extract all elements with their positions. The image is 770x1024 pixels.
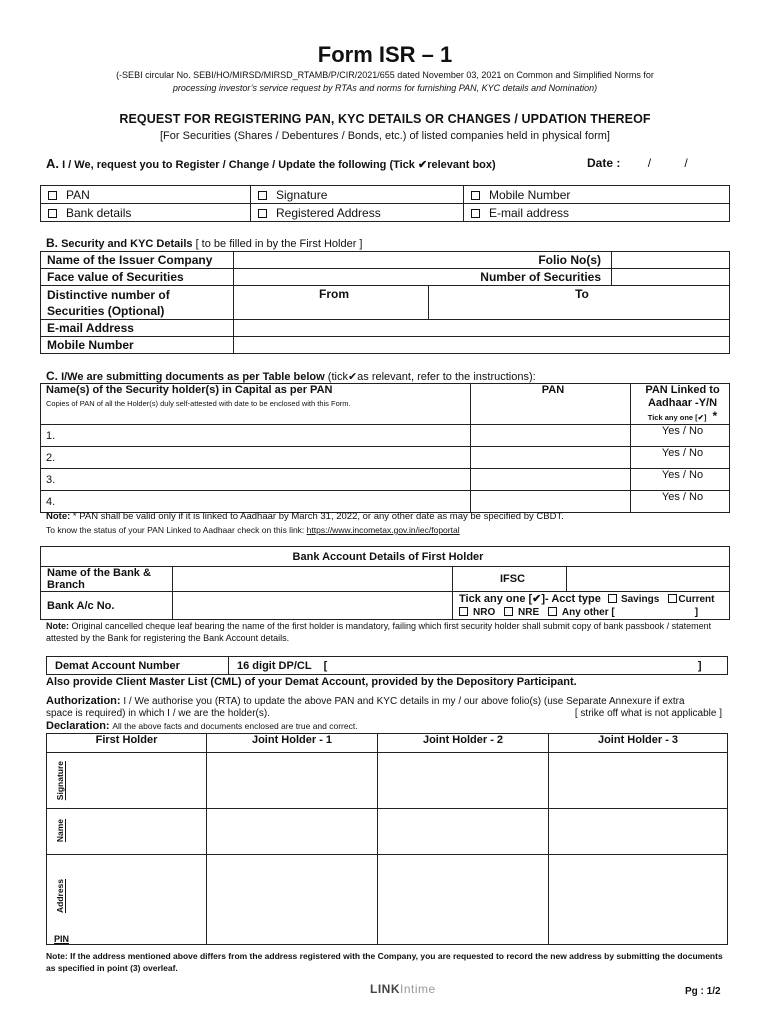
pan-row-3[interactable] <box>471 469 631 491</box>
demat-label: Demat Account Number <box>47 657 229 675</box>
holder-name-title: Name(s) of the Security holder(s) in Capital as per PAN <box>46 384 333 396</box>
pan-aadhaar-title-1: PAN Linked to <box>645 384 720 396</box>
joint-2-address[interactable] <box>378 855 549 945</box>
address-row-label: Address <box>55 879 65 914</box>
option-registered-address[interactable] <box>251 204 464 222</box>
num-securities-label: Number of Securities <box>234 269 612 286</box>
declaration-text: All the above facts and documents enclosed are true and correct. <box>112 721 358 731</box>
pan-header: PAN <box>471 384 631 425</box>
demat-input[interactable] <box>229 657 728 675</box>
email-label: E-mail Address <box>41 320 234 337</box>
demat-table <box>46 656 728 675</box>
holder-name-header <box>41 384 471 425</box>
option-label: E-mail address <box>489 205 570 220</box>
cml-note: Also provide Client Master List (CML) of your Demat Account, provided by the Depository Participant. <box>46 676 577 688</box>
nre-label: NRE <box>518 606 540 618</box>
update-options-table <box>40 185 730 222</box>
checkbox[interactable] <box>471 209 480 218</box>
any-other-label: Any other [ <box>561 606 615 618</box>
current-checkbox[interactable] <box>668 594 677 603</box>
authorization-block <box>46 695 726 733</box>
yes-no-row-3[interactable]: Yes / No <box>631 469 730 491</box>
request-heading: REQUEST FOR REGISTERING PAN, KYC DETAILS OR CHANGES / UPDATION THEREOF <box>119 112 651 126</box>
to-field[interactable] <box>429 286 730 320</box>
pan-row-2[interactable] <box>471 447 631 469</box>
bank-ac-label: Bank A/c No. <box>41 592 173 620</box>
section-a-letter: A. <box>46 156 59 171</box>
acct-type-label: Tick any one [✔]- Acct type <box>459 592 601 605</box>
link-intime-logo <box>370 982 436 996</box>
nro-label: NRO <box>473 606 496 618</box>
circular-line-1: (-SEBI circular No. SEBI/HO/MIRSD/MIRSD_RTAMB/P/CIR/2021/655 dated November 03, 2021 on Common and Simplified Norms for <box>116 70 654 80</box>
email-input[interactable] <box>234 320 730 337</box>
authorization-text-2: space is required) in which I / we are the holder(s). <box>46 708 270 719</box>
any-other-checkbox[interactable] <box>548 607 557 616</box>
pan-aadhaar-title-2: Aadhaar -Y/N <box>647 397 718 409</box>
pan-row-1[interactable] <box>471 425 631 447</box>
checkbox[interactable] <box>258 209 267 218</box>
section-c-note: (tick✔as relevant, refer to the instructions): <box>327 371 536 383</box>
section-b-title: Security and KYC Details <box>61 238 193 250</box>
date-separators: / / <box>647 156 688 170</box>
request-subheading: [For Securities (Shares / Debentures / Bonds, etc.) of listed companies held in physical form] <box>160 130 610 142</box>
note-text: * PAN shall be valid only if it is linked to Aadhaar by March 31, 2022, or any other date as may be specified by CBDT. <box>72 511 564 522</box>
section-b-letter: B. <box>46 236 58 250</box>
checkbox[interactable] <box>471 191 480 200</box>
pan-note <box>46 511 564 522</box>
section-c-heading <box>46 369 536 383</box>
circular-line-2: processing investor’s service request by RTAs and norms for furnishing PAN, KYC details and Nomination) <box>172 83 598 93</box>
bank-name-label: Name of the Bank & Branch <box>41 567 173 592</box>
form-title: Form ISR – 1 <box>317 42 453 67</box>
section-b-note: [ to be filled in by the First Holder ] <box>195 238 363 250</box>
note-label: Note: <box>46 621 69 631</box>
from-field[interactable] <box>234 286 429 320</box>
bank-heading: Bank Account Details of First Holder <box>41 547 730 567</box>
tick-any-one: Tick any one [✔] * <box>647 409 718 423</box>
ifsc-label: IFSC <box>453 567 567 592</box>
face-value-label: Face value of Securities <box>41 269 234 286</box>
savings-checkbox[interactable] <box>608 594 617 603</box>
nro-checkbox[interactable] <box>459 607 468 616</box>
distinctive-line-2: Securities (Optional) <box>47 303 165 318</box>
bank-details-table <box>40 546 730 620</box>
pan-aadhaar-header <box>631 384 730 425</box>
authorization-text: I / We authorise you (RTA) to update the above PAN and KYC details in my / our above folio(s) (use Separate Annexure if extra <box>123 696 685 707</box>
logo-light: Intime <box>400 982 436 996</box>
first-holder-signature[interactable] <box>47 753 207 809</box>
pan-status-link[interactable]: https://www.incometax.gov.in/iec/foportal <box>306 525 460 535</box>
yes-no-row-2[interactable]: Yes / No <box>631 447 730 469</box>
holder-row-4[interactable]: 4. <box>41 491 471 513</box>
checkbox[interactable] <box>258 191 267 200</box>
page-number: Pg : 1/2 <box>685 986 721 997</box>
checkbox[interactable] <box>48 191 57 200</box>
yes-no-row-4[interactable]: Yes / No <box>631 491 730 513</box>
joint-holder-2-header: Joint Holder - 2 <box>378 734 549 753</box>
circular-reference <box>60 69 710 95</box>
bank-name-input[interactable] <box>173 567 453 592</box>
mobile-input[interactable] <box>234 337 730 354</box>
section-b-heading <box>46 236 362 250</box>
option-label: Signature <box>276 187 328 202</box>
holder-row-3[interactable]: 3. <box>41 469 471 491</box>
joint-1-address[interactable] <box>207 855 378 945</box>
strike-note: [ strike off what is not applicable ] <box>574 708 722 719</box>
section-a-heading <box>46 156 496 171</box>
option-email-address[interactable] <box>464 204 730 222</box>
option-label: Mobile Number <box>489 187 571 202</box>
option-label: PAN <box>66 187 90 202</box>
joint-2-signature[interactable] <box>378 753 549 809</box>
nre-checkbox[interactable] <box>504 607 513 616</box>
first-holder-header: First Holder <box>47 734 207 753</box>
option-mobile-number[interactable] <box>464 186 730 204</box>
logo-bold: LINK <box>370 982 400 996</box>
joint-3-address[interactable] <box>549 855 728 945</box>
note-label: Note: <box>46 511 71 522</box>
holder-row-2[interactable]: 2. <box>41 447 471 469</box>
date-label: Date : <box>587 156 621 170</box>
pan-documents-table <box>40 383 730 513</box>
any-other-close: ] <box>694 606 699 618</box>
dpcl-close: ] <box>697 659 702 672</box>
folio-input[interactable] <box>612 252 730 269</box>
bank-ac-input[interactable] <box>173 592 453 620</box>
date-field[interactable] <box>587 156 688 170</box>
yes-no-row-1[interactable]: Yes / No <box>631 425 730 447</box>
signature-table <box>46 733 728 945</box>
savings-label: Savings <box>620 593 660 605</box>
option-label: Bank details <box>66 205 132 220</box>
name-row-label: Name <box>55 819 65 843</box>
to-label: To <box>575 287 589 301</box>
folio-label: Folio No(s) <box>234 252 612 269</box>
from-label: From <box>319 287 349 301</box>
joint-3-name[interactable] <box>549 809 728 855</box>
holder-row-1[interactable]: 1. <box>41 425 471 447</box>
current-label: Current <box>678 593 715 605</box>
section-a-text: I / We, request you to Register / Change / Update the following (Tick ✔relevant box) <box>62 159 496 171</box>
cheque-note <box>46 620 726 644</box>
account-type <box>453 592 730 620</box>
option-bank-details[interactable] <box>41 204 251 222</box>
option-signature[interactable] <box>251 186 464 204</box>
declaration-label: Declaration: <box>46 720 110 732</box>
section-c-title: I/We are submitting documents as per Table below <box>61 371 325 383</box>
holder-name-subtitle: Copies of PAN of all the Holder(s) duly self-attested with date to be enclosed with this Form. <box>46 399 351 408</box>
pan-status-note <box>46 525 460 535</box>
pan-status-text: To know the status of your PAN Linked to Aadhaar check on this link: <box>46 525 305 535</box>
note-text: Original cancelled cheque leaf bearing the name of the first holder is mandatory, failing which first security holder shall submit copy of bank passbook / statement attested by the Bank for registering the Bank Account details. <box>46 621 712 643</box>
first-holder-address[interactable] <box>47 855 207 929</box>
first-holder-name[interactable] <box>47 809 207 855</box>
pin-label: PIN <box>47 929 207 945</box>
address-note: Note: If the address mentioned above differs from the address registered with the Company, you are requested to record the new address by submitting the documents as specified in point (3) overleaf. <box>46 951 723 973</box>
ifsc-input[interactable] <box>567 567 730 592</box>
num-securities-input[interactable] <box>612 269 730 286</box>
checkbox[interactable] <box>48 209 57 218</box>
signature-row-label: Signature <box>55 761 65 801</box>
joint-1-signature[interactable] <box>207 753 378 809</box>
joint-2-name[interactable] <box>378 809 549 855</box>
mobile-label: Mobile Number <box>41 337 234 354</box>
joint-holder-1-header: Joint Holder - 1 <box>207 734 378 753</box>
security-kyc-table <box>40 251 730 354</box>
joint-holder-3-header: Joint Holder - 3 <box>549 734 728 753</box>
section-c-letter: C. <box>46 369 58 383</box>
option-pan[interactable] <box>41 186 251 204</box>
joint-1-name[interactable] <box>207 809 378 855</box>
joint-3-signature[interactable] <box>549 753 728 809</box>
distinctive-label <box>41 286 234 320</box>
authorization-label: Authorization: <box>46 695 121 707</box>
issuer-label: Name of the Issuer Company <box>41 252 234 269</box>
pan-row-4[interactable] <box>471 491 631 513</box>
distinctive-line-1: Distinctive number of <box>47 287 170 302</box>
option-label: Registered Address <box>276 205 381 220</box>
dpcl-label: 16 digit DP/CL [ <box>237 659 328 672</box>
